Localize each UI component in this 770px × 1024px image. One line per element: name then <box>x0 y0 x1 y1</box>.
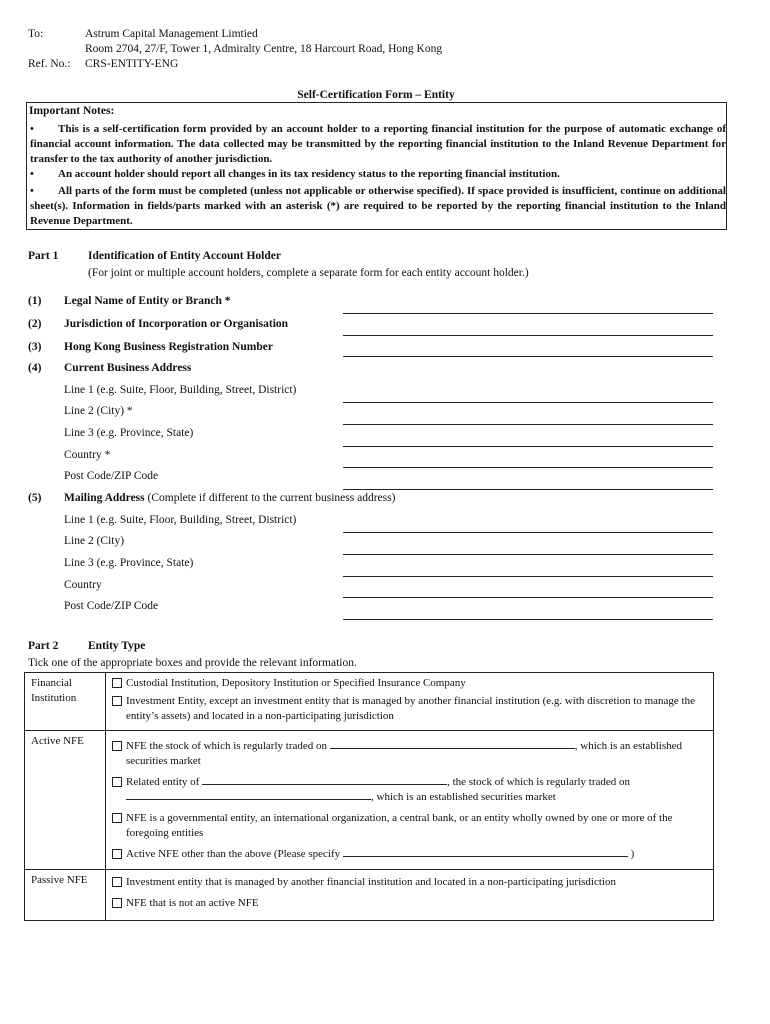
option-nfe-regularly-traded: NFE the stock of which is regularly traded on , which is an established securities market <box>112 739 707 769</box>
mailing-address-label: Mailing Address <box>64 492 145 504</box>
part1-label: Part 1 <box>28 250 59 262</box>
option-active-nfe-other: Active NFE other than the above (Please specify ) <box>112 847 707 862</box>
related-entity-field[interactable] <box>202 775 447 785</box>
legal-name-label: Legal Name of Entity or Branch * <box>64 295 231 307</box>
field3-number: (3) <box>28 341 42 353</box>
br-number-field[interactable] <box>343 356 713 357</box>
option-managed-investment-entity: Investment entity that is managed by another financial institution and located in a non-participating jurisdiction <box>112 875 707 890</box>
table-row <box>25 673 714 731</box>
recipient-address: Room 2704, 27/F, Tower 1, Admiralty Centre, 18 Harcourt Road, Hong Kong <box>85 43 443 55</box>
active-nfe-options <box>106 731 714 870</box>
mailing-address-heading <box>64 492 395 504</box>
note-item: • This is a self-certification form provided by an account holder to a reporting financial institution for the purpose of automatic exchange of financial account information. The data collected may be transmitted by the reporting financial institution to the Inland Revenue Department for transfer to the tax authority of another jurisdiction. <box>30 123 726 165</box>
note-item: • All parts of the form must be completed (unless not applicable or otherwise specified). If space provided is insufficient, continue on additional sheet(s). Information in fields/parts marked with an asterisk (*) are required to be reported by the reporting financial institution to the Inland Revenue Department. <box>30 185 726 227</box>
notes-heading: Important Notes: <box>29 105 115 117</box>
ref-label: Ref. No.: <box>28 58 71 70</box>
part2-title: Entity Type <box>88 640 146 652</box>
jurisdiction-label: Jurisdiction of Incorporation or Organisation <box>64 318 289 330</box>
financial-institution-options <box>106 673 714 731</box>
table-row <box>25 731 714 870</box>
passive-nfe-label: Passive NFE <box>25 870 106 921</box>
mailing-line3-field[interactable] <box>343 576 713 577</box>
business-country-label: Country * <box>64 449 111 461</box>
checkbox[interactable] <box>112 777 122 787</box>
jurisdiction-field[interactable] <box>343 335 713 336</box>
mailing-country-label: Country <box>64 579 102 591</box>
part1-subtitle: (For joint or multiple account holders, complete a separate form for each entity account holder.) <box>88 267 529 279</box>
checkbox[interactable] <box>112 813 122 823</box>
option-investment-entity: Investment Entity, except an investment entity that is managed by another financial institution (e.g. with discretion to manage the entity’s assets) and located in a non-participating jurisdiction <box>112 694 707 724</box>
part1-title: Identification of Entity Account Holder <box>88 250 281 262</box>
mailing-line2-label: Line 2 (City) <box>64 535 125 547</box>
mailing-country-field[interactable] <box>343 597 713 598</box>
bullet-icon: • <box>30 123 34 135</box>
checkbox[interactable] <box>112 877 122 887</box>
active-nfe-label: Active NFE <box>25 731 106 870</box>
mailing-line3-label: Line 3 (e.g. Province, State) <box>64 557 194 569</box>
business-postcode-field[interactable] <box>343 489 713 490</box>
ref-number: CRS-ENTITY-ENG <box>85 58 179 70</box>
bullet-icon: • <box>30 185 34 197</box>
business-line2-field[interactable] <box>343 424 713 425</box>
part2-instruction: Tick one of the appropriate boxes and provide the relevant information. <box>28 657 357 669</box>
recipient-name: Astrum Capital Management Limtied <box>85 28 258 40</box>
checkbox[interactable] <box>112 696 122 706</box>
important-notes-box <box>26 102 727 230</box>
table-row <box>25 870 714 921</box>
checkbox[interactable] <box>112 849 122 859</box>
checkbox[interactable] <box>112 898 122 908</box>
mailing-postcode-field[interactable] <box>343 619 713 620</box>
business-line1-label: Line 1 (e.g. Suite, Floor, Building, Street, District) <box>64 384 297 396</box>
passive-nfe-options <box>106 870 714 921</box>
checkbox[interactable] <box>112 741 122 751</box>
bullet-icon: • <box>30 168 34 180</box>
business-line3-label: Line 3 (e.g. Province, State) <box>64 427 194 439</box>
option-related-entity: Related entity of , the stock of which is regularly traded on , which is an established securities market <box>112 775 707 805</box>
to-label: To: <box>28 28 44 40</box>
field1-number: (1) <box>28 295 42 307</box>
securities-market-field[interactable] <box>330 739 575 749</box>
business-line3-field[interactable] <box>343 446 713 447</box>
option-governmental-entity: NFE is a governmental entity, an international organization, a central bank, or an entity wholly owned by one or more of the foregoing entities <box>112 811 707 841</box>
mailing-postcode-label: Post Code/ZIP Code <box>64 600 159 612</box>
legal-name-field[interactable] <box>343 313 713 314</box>
business-postcode-label: Post Code/ZIP Code <box>64 470 159 482</box>
field2-number: (2) <box>28 318 42 330</box>
option-custodial-institution: Custodial Institution, Depository Institution or Specified Insurance Company <box>112 676 707 691</box>
business-line1-field[interactable] <box>343 402 713 403</box>
note-item: • An account holder should report all changes in its tax residency status to the reporting financial institution. <box>30 168 560 180</box>
entity-type-table <box>24 672 714 921</box>
active-nfe-specify-field[interactable] <box>343 847 628 857</box>
br-number-label: Hong Kong Business Registration Number <box>64 341 273 353</box>
business-country-field[interactable] <box>343 467 713 468</box>
form-title: Self-Certification Form – Entity <box>297 89 455 101</box>
business-line2-label: Line 2 (City) * <box>64 405 133 417</box>
mailing-address-note: (Complete if different to the current business address) <box>144 492 396 504</box>
financial-institution-label: Financial Institution <box>25 673 106 731</box>
mailing-line1-field[interactable] <box>343 532 713 533</box>
option-not-active-nfe: NFE that is not an active NFE <box>112 896 707 911</box>
business-address-label: Current Business Address <box>64 362 192 374</box>
mailing-line1-label: Line 1 (e.g. Suite, Floor, Building, Street, District) <box>64 514 297 526</box>
part2-label: Part 2 <box>28 640 59 652</box>
checkbox[interactable] <box>112 678 122 688</box>
related-market-field[interactable] <box>126 790 371 800</box>
field4-number: (4) <box>28 362 42 374</box>
mailing-line2-field[interactable] <box>343 554 713 555</box>
field5-number: (5) <box>28 492 42 504</box>
